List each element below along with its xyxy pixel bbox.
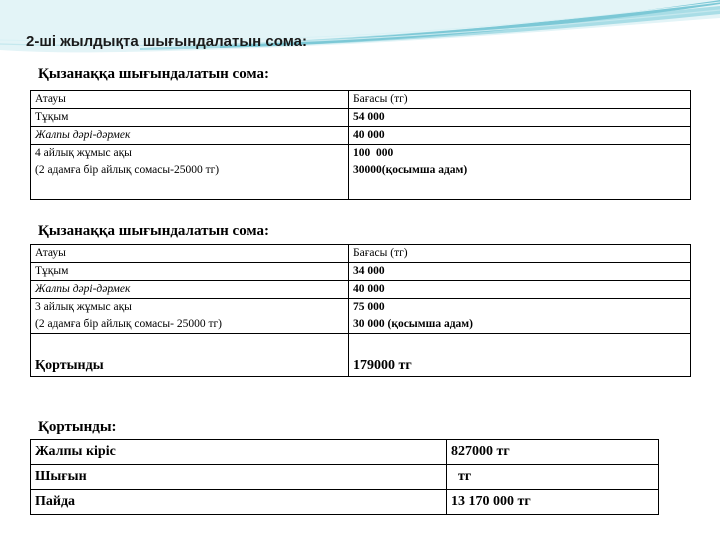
slide-title: 2-ші жылдықта шығындалатын сома:: [26, 33, 307, 50]
total-row: [31, 334, 691, 377]
table-row: [31, 465, 659, 490]
row-name: Тұқым: [31, 109, 349, 127]
header-name: Атауы: [31, 91, 349, 109]
table-row: [31, 281, 691, 299]
table-row: [31, 145, 691, 200]
table2-title: Қызанаққа шығындалатын сома:: [38, 223, 270, 239]
row-name: Тұқым: [31, 263, 349, 281]
header-price: Бағасы (тг): [349, 91, 691, 109]
row-price: 54 000: [349, 109, 691, 127]
header-name: Атауы: [31, 245, 349, 263]
row-name-line2: (2 адамға бір айлық сомасы- 25000 тг): [35, 318, 223, 330]
table-row: [31, 109, 691, 127]
row-name-line1: 4 айлық жұмыс ақы: [35, 147, 132, 159]
row-name-cell: [31, 299, 349, 334]
row-price-line2: 30 000 (қосымша адам): [353, 318, 473, 330]
table1-title: Қызанаққа шығындалатын сома:: [38, 66, 270, 82]
row-price: 40 000: [349, 281, 691, 299]
table-row: [31, 440, 659, 465]
row-price-line1: 75 000: [353, 301, 385, 313]
table-row: [31, 299, 691, 334]
summary-value: 13 170 000 тг: [447, 490, 659, 515]
row-price-line1: 100 000: [353, 147, 394, 159]
row-name-cell: [31, 145, 349, 200]
summary-value: тг: [447, 465, 659, 490]
table-header-row: [31, 91, 691, 109]
row-name-line1: 3 айлық жұмыс ақы: [35, 301, 132, 313]
summary-table: [30, 439, 659, 515]
summary-value: 827000 тг: [447, 440, 659, 465]
row-price: 40 000: [349, 127, 691, 145]
row-name-line2: (2 адамға бір айлық сомасы-25000 тг): [35, 164, 220, 176]
cost-table-year2-a: [30, 90, 691, 200]
table-header-row: [31, 245, 691, 263]
row-price: 34 000: [349, 263, 691, 281]
row-price-cell: [349, 299, 691, 334]
total-value: 179000 тг: [349, 334, 691, 377]
cost-table-year2-b: [30, 244, 691, 377]
summary-label: Жалпы кіріс: [31, 440, 447, 465]
table-row: [31, 127, 691, 145]
row-price-cell: [349, 145, 691, 200]
row-name: Жалпы дәрі-дәрмек: [31, 127, 349, 145]
table-row: [31, 263, 691, 281]
summary-title: Қортынды:: [38, 419, 117, 435]
total-label: Қортынды: [31, 334, 349, 377]
table-row: [31, 490, 659, 515]
row-price-line2: 30000(қосымша адам): [353, 164, 468, 176]
summary-label: Пайда: [31, 490, 447, 515]
summary-label: Шығын: [31, 465, 447, 490]
header-price: Бағасы (тг): [349, 245, 691, 263]
row-name: Жалпы дәрі-дәрмек: [31, 281, 349, 299]
